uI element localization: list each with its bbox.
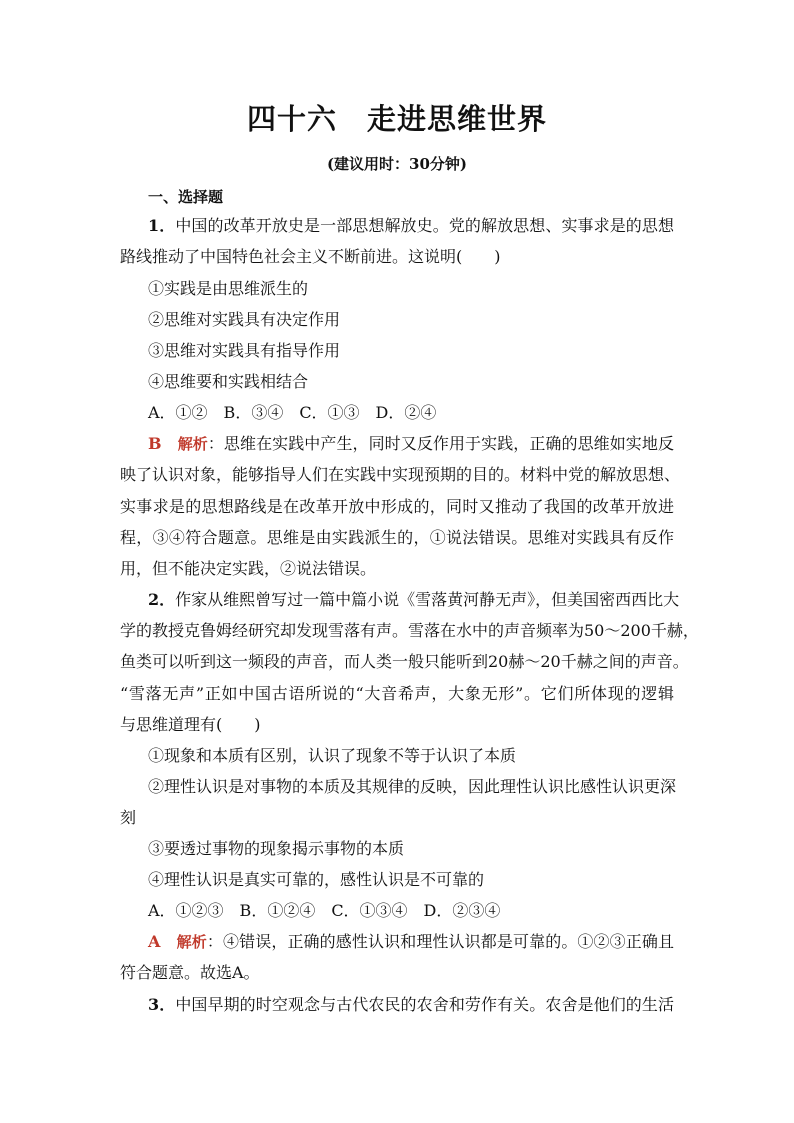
page-title: 四十六 走进思维世界 [246,102,547,136]
q2-option-2-line-1: ②理性认识是对事物的本质及其规律的反映，因此理性认识比感性认识更深 [148,777,677,796]
q2-analysis-label: 解析 [176,933,207,951]
q3-stem-line-1: 3．中国早期的时空观念与古代农民的农舍和劳作有关。农舍是他们的生活 [148,995,674,1014]
q1-option-3: ③思维对实践具有指导作用 [148,341,341,360]
q2-choices: A．①②③ B．①②④ C．①③④ D．②③④ [148,901,501,920]
q1-option-2: ②思维对实践具有决定作用 [148,310,341,329]
q2-option-4: ④理性认识是真实可靠的，感性认识是不可靠的 [148,870,485,889]
q2-option-2-line-2: 刻 [120,808,137,827]
q1-analysis-line-5: 用，但不能决定实践，②说法错误。 [120,559,377,578]
q2-stem-line-2: 学的教授克鲁姆经研究却发现雪落有声。雪落在水中的声音频率为50～200千赫， [120,621,699,640]
q2-stem-line-3: 鱼类可以听到这一频段的声音，而人类一般只能听到20赫～20千赫之间的声音。 [120,652,689,671]
q2-option-1: ①现象和本质有区别，认识了现象不等于认识了本质 [148,746,517,765]
q1-number: 1． [148,216,176,235]
q2-analysis-line-1: A 解析：④错误，正确的感性认识和理性认识都是可靠的。①②③正确且 [148,932,674,951]
q1-analysis-line-3: 实事求是的思想路线是在改革开放中形成的，同时又推动了我国的改革开放进 [120,497,674,516]
q2-analysis-line-2: 符合题意。故选A。 [120,963,260,982]
q2-stem-line-1: 2．作家从维熙曾写过一篇中篇小说《雪落黄河静无声》，但美国密西西比大 [148,590,680,609]
q1-analysis-line-4: 程，③④符合题意。思维是由实践派生的，①说法错误。思维对实践具有反作 [120,528,674,547]
section-heading: 一、选择题 [148,188,224,206]
suggested-time: (建议用时：30分钟) [326,155,468,173]
q1-stem-line-2: 路线推动了中国特色社会主义不断前进。这说明( ) [120,247,501,266]
q2-stem-line-5: 与思维道理有( ) [120,715,261,734]
q1-stem-line-1: 1．中国的改革开放史是一部思想解放史。党的解放思想、实事求是的思想 [148,216,674,235]
q1-analysis-line-2: 映了认识对象，能够指导人们在实践中实现预期的目的。材料中党的解放思想、 [120,465,681,484]
q1-analysis-label: 解析 [177,435,208,453]
q1-answer: B [148,434,162,453]
q2-stem-line-4: “雪落无声”正如中国古语所说的“大音希声，大象无形”。它们所体现的逻辑 [120,684,674,703]
q1-option-1: ①实践是由思维派生的 [148,279,309,298]
q2-option-3: ③要透过事物的现象揭示事物的本质 [148,839,405,858]
q1-option-4: ④思维要和实践相结合 [148,372,309,391]
q1-choices: A．①② B．③④ C．①③ D．②④ [148,403,437,422]
q2-answer: A [148,932,161,951]
q2-number: 2． [148,590,176,609]
q3-number: 3． [148,995,176,1014]
q1-analysis-line-1: B 解析：思维在实践中产生，同时又反作用于实践，正确的思维如实地反 [148,434,674,453]
